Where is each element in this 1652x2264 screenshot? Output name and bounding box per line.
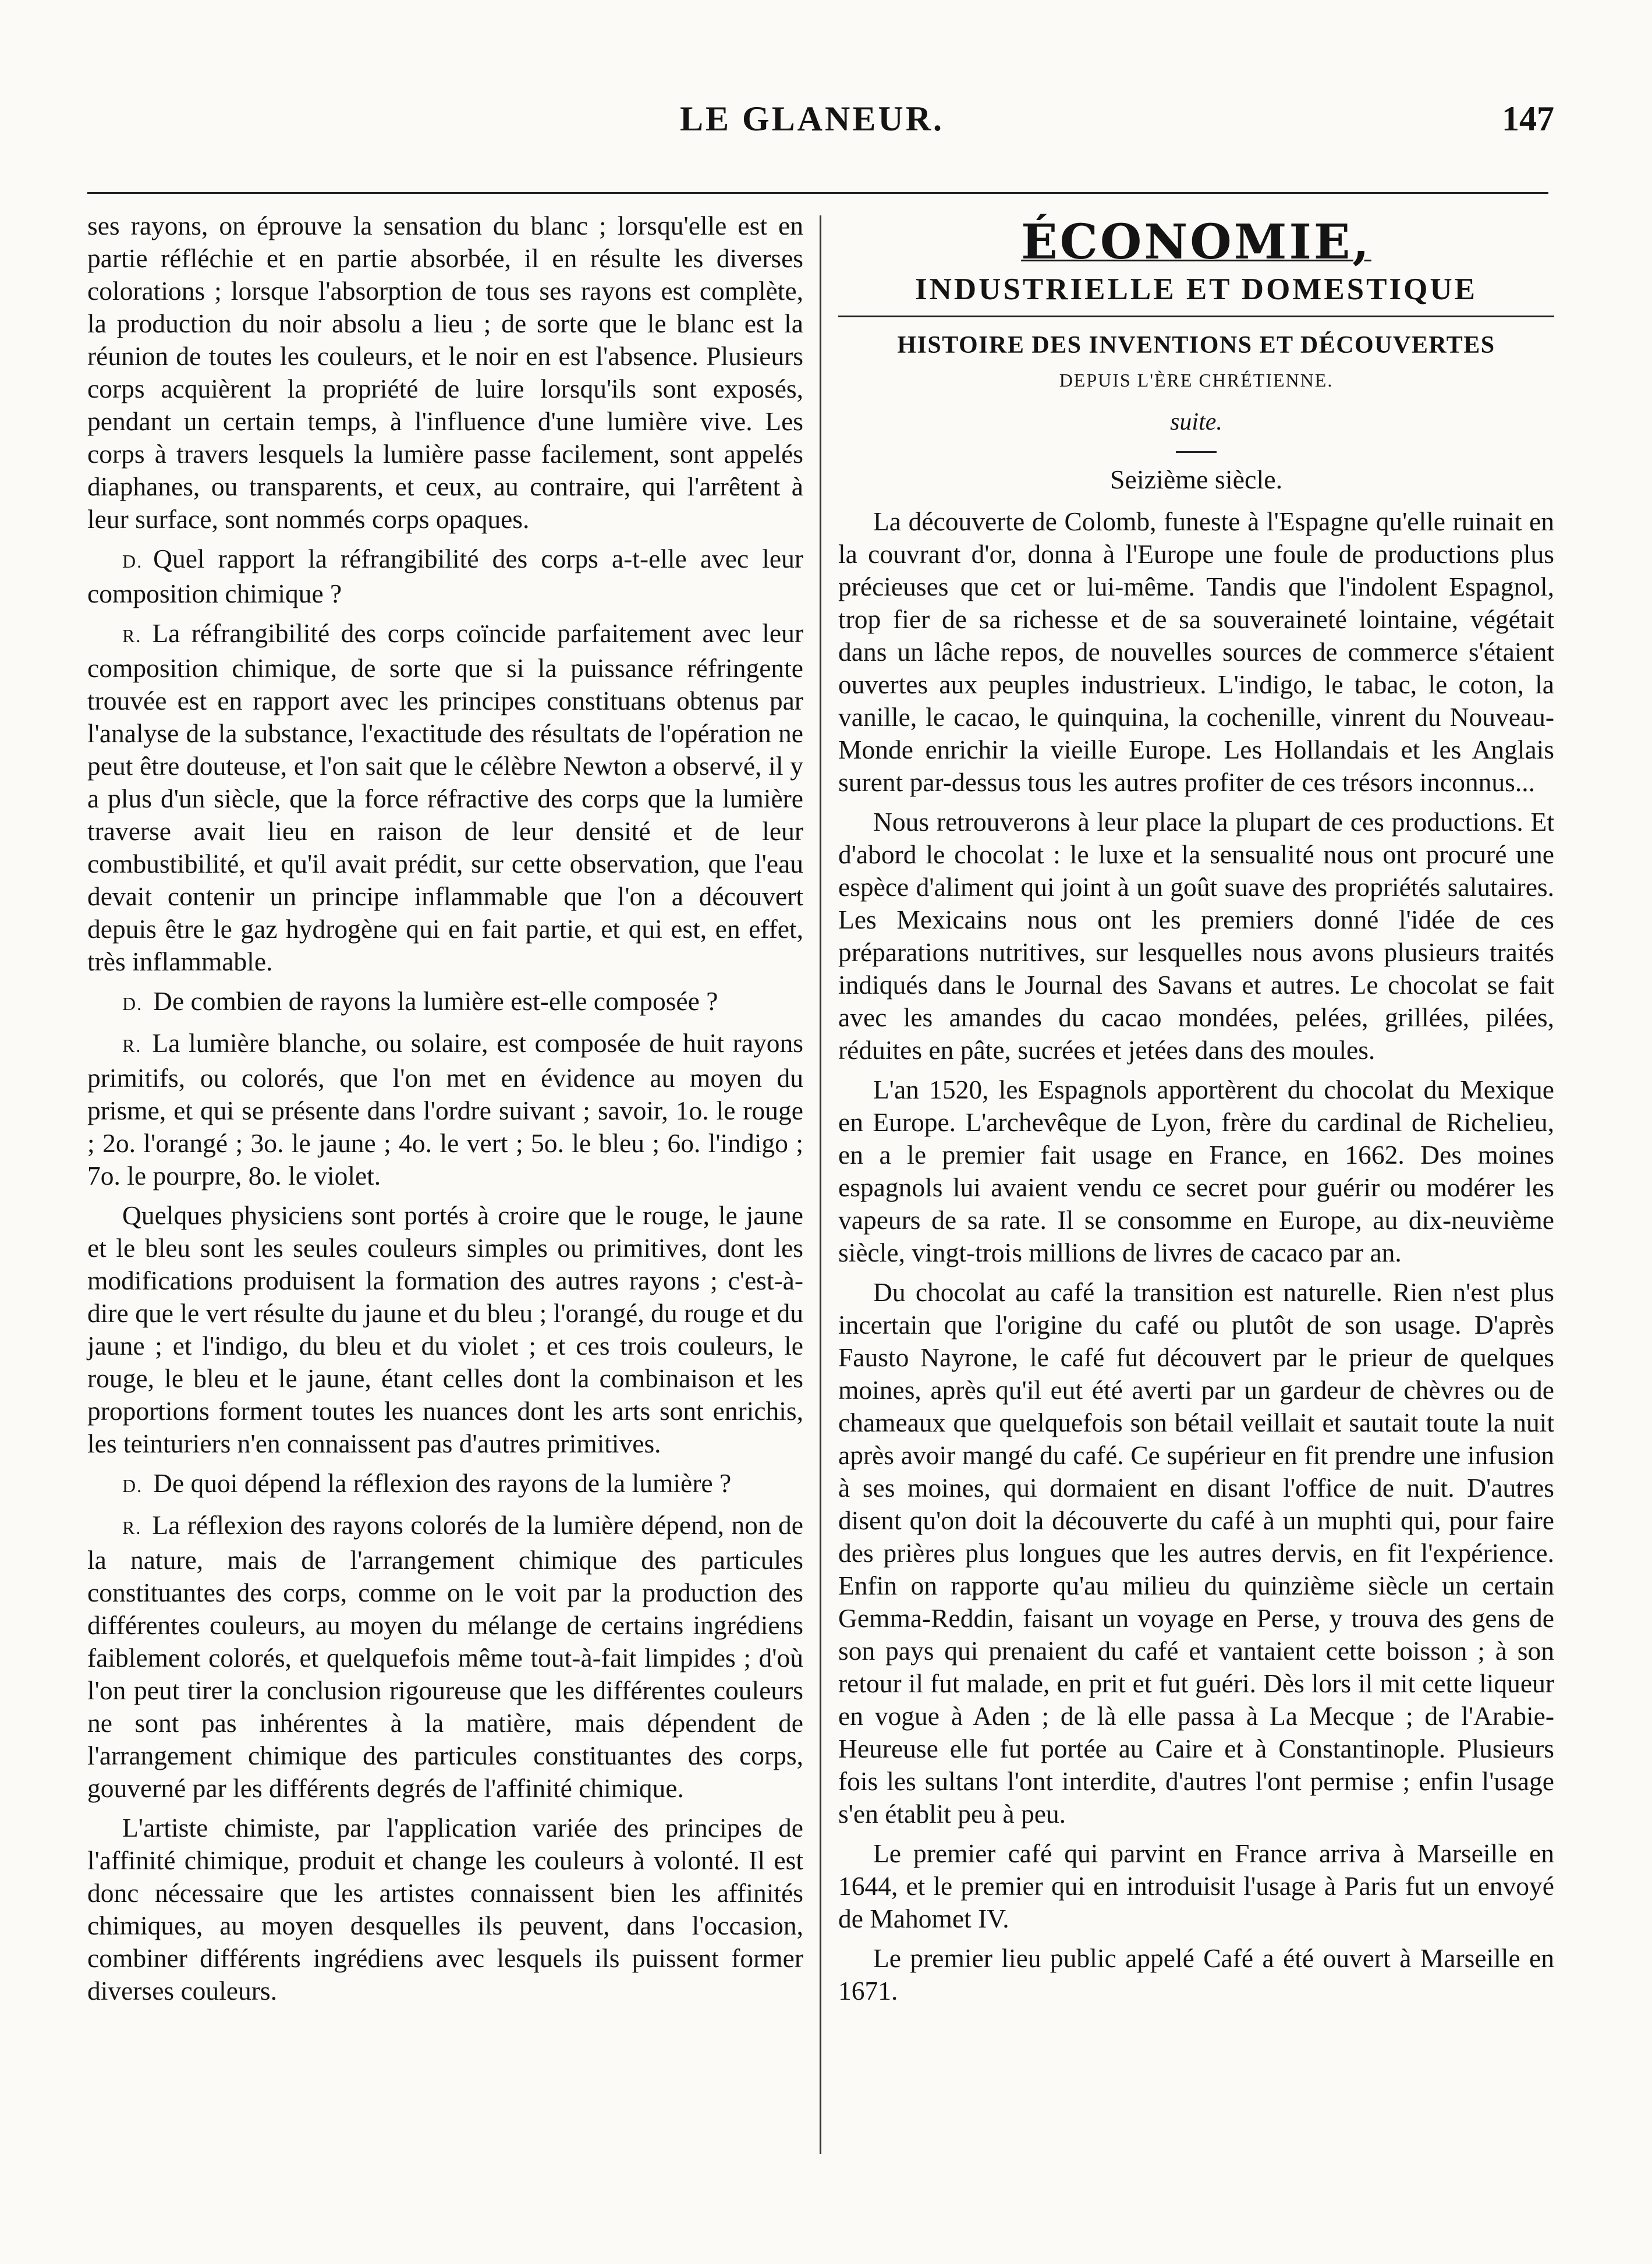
question — [87, 985, 803, 1020]
section-subtitle: INDUSTRIELLE ET DOMESTIQUE — [914, 272, 1477, 306]
journal-title: LE GLANEUR. — [679, 100, 945, 138]
answer-label: R. — [122, 625, 142, 646]
paragraph: La découverte de Colomb, funeste à l'Espagne qu'elle ruinait en la couvrant d'or, donna à l'Europe une foule de productions plus précieuses que cet or lui-même. Tandis que l'indolent Espagnol, trop fier de sa richesse et de sa souveraineté lointaine, végétait dans un lâche repos, de nouvelles sources de commerce s'étaient ouvertes aux peuples industrieux. L'indigo, le tabac, le coton, la vanille, le cacao, le quinquina, la cochenille, vinrent du Nouveau-Monde enrichir la vieille Europe. Les Hollandais et les Anglais surent par-dessus tous les autres profiter de ces trésors inconnus... — [838, 506, 1554, 797]
paragraph: L'artiste chimiste, par l'application variée des principes de l'affinité chimique, produit et change les couleurs à volonté. Il est donc nécessaire que les artistes connaissent bien les affinités chimiques, au moyen desquelles ils peuvent, dans l'occasion, combiner différents ingrédiens avec lesquels ils puissent former diverses couleurs. — [87, 1813, 803, 2006]
paragraph: Nous retrouverons à leur place la plupart de ces productions. Et d'abord le chocolat : le luxe et la sensualité nous ont procuré une espèce d'aliment qui joint à un goût suave des propriétés salutaires. Les Mexicains nous ont les premiers donné l'idée de ces préparations nutritives, sur lesquelles nous avons plusieurs traités indiqués dans le Journal des Savans et autres. Le chocolat se fait avec les amandes du cacao mondées, pelées, grillées, pilées, réduites en pâte, sucrées et jetées dans des moules. — [838, 807, 1554, 1065]
question-label: D. — [122, 551, 143, 572]
paragraph: Quelques physiciens sont portés à croire que le rouge, le jaune et le bleu sont les seules couleurs simples ou primitives, dont les modifications produisent la formation des autres rayons ; c'est-à-dire que le vert résulte du jaune et du bleu ; l'orangé, du rouge et du jaune ; et l'indigo, du bleu et du violet ; et ces trois couleurs, le rouge, le bleu et le jaune, étant celles dont la combinaison et les proportions forment toutes les nuances dont les arts sont enrichis, les teinturiers n'en connaissent pas d'autres primitives. — [87, 1200, 803, 1458]
dash-rule — [1176, 451, 1217, 453]
question-label: D. — [122, 1475, 143, 1496]
left-column — [87, 210, 803, 2014]
right-column — [838, 210, 1554, 2014]
paragraph: Le premier café qui parvint en France arriva à Marseille en 1644, et le premier qui en introduisit l'usage à Paris fut un envoyé de Mahomet IV. — [838, 1838, 1554, 1933]
answer — [87, 617, 803, 978]
question — [87, 1467, 803, 1502]
paragraph: ses rayons, on éprouve la sensation du blanc ; lorsqu'elle est en partie réfléchie et en partie absorbée, il en résulte les diverses colorations ; lorsque l'absorption de tous ses rayons est complète, la production du noir absolu a lieu ; de sorte que le blanc est la réunion de toutes les couleurs, et le noir en est l'absence. Plusieurs corps acquièrent la propriété de luire lorsqu'ils sont exposés, pendant un certain temps, à l'influence d'une lumière vive. Les corps à travers lesquels la lumière passe facilement, sont appelés diaphanes, ou transparents, et ceux, au contraire, qui l'arrêtent à leur surface, sont nommés corps opaques. — [87, 211, 803, 534]
suite-label: suite. — [1170, 409, 1222, 435]
history-title: HISTOIRE DES INVENTIONS ET DÉCOUVERTES — [897, 332, 1495, 359]
question-label: D. — [122, 993, 143, 1014]
header-rule — [87, 192, 1548, 194]
history-subtitle: DEPUIS L'ÈRE CHRÉTIENNE. — [1059, 370, 1334, 391]
running-head — [0, 99, 1652, 151]
answer-label: R. — [122, 1517, 142, 1538]
century-heading: Seizième siècle. — [1109, 465, 1283, 494]
paragraph: Le premier lieu public appelé Café a été ouvert à Marseille en 1671. — [838, 1943, 1554, 2006]
page-number: 147 — [1502, 100, 1554, 138]
question-text: Quel rapport la réfrangibilité des corps a-t-elle avec leur composition chimique ? — [87, 544, 803, 608]
answer-text: La réflexion des rayons colorés de la lumière dépend, non de la nature, mais de l'arrangement chimique des particules constituantes des corps, comme on le voit par la production des différentes couleurs, au moyen du mélange de certains ingrédiens faiblement colorés, et quelquefois même tout-à-fait limpides ; d'où l'on peut tirer la conclusion rigoureuse que les différentes couleurs ne sont pas inhérentes à la matière, mais dépendent de l'arrangement chimique des particules constituantes des corps, gouverné par les différents degrés de l'affinité chimique. — [87, 1510, 803, 1803]
paragraph: L'an 1520, les Espagnols apportèrent du chocolat du Mexique en Europe. L'archevêque de Lyon, frère du cardinal de Richelieu, en a le premier fait usage en France, en 1662. Des moines espagnols lui avaient vendu ce secret pour guérir ou modérer les vapeurs de sa rate. Il se consomme en Europe, au dix-neuvième siècle, vingt-trois millions de livres de cacaco par an. — [838, 1075, 1554, 1267]
section-rule — [838, 316, 1554, 317]
answer — [87, 1027, 803, 1192]
question-text: De quoi dépend la réflexion des rayons de la lumière ? — [153, 1468, 732, 1498]
question — [87, 543, 803, 610]
column-divider — [820, 215, 821, 2154]
answer-label: R. — [122, 1035, 142, 1056]
answer-text: La réfrangibilité des corps coïncide parfaitement avec leur composition chimique, de sorte que si la puissance réfringente trouvée est en rapport avec les principes constituans obtenus par l'analyse de la substance, l'exactitude des résultats de l'opération ne peut être douteuse, et l'on sait que le célèbre Newton a observé, il y a plus d'un siècle, que la force réfractive des corps que la lumière traverse avait lieu en raison de leur densité et de leur combustibilité, et qu'il avait prédit, sur cette observation, que l'eau devait contenir un principe inflammable que l'on a découvert depuis être le gaz hydrogène qui en fait partie, et qui est, en effet, très inflammable. — [87, 618, 803, 976]
question-text: De combien de rayons la lumière est-elle composée ? — [153, 986, 718, 1016]
answer-text: La lumière blanche, ou solaire, est composée de huit rayons primitifs, ou colorés, que l'on met en évidence au moyen du prisme, et qui se présente dans l'ordre suivant ; savoir, 1o. le rouge ; 2o. l'orangé ; 3o. le jaune ; 4o. le vert ; 5o. le bleu ; 6o. l'indigo ; 7o. le pourpre, 8o. le violet. — [87, 1028, 803, 1191]
paragraph: Du chocolat au café la transition est naturelle. Rien n'est plus incertain que l'origine du café ou plutôt de son usage. D'après Fausto Nayrone, le café fut découvert par le prieur de quelques moines, après qu'il eut été averti par un gardeur de chèvres ou de chameaux que quelquefois son bétail veillait et sautait toute la nuit après avoir mangé du café. Ce supérieur en fit prendre une infusion à ses moines, qui dormaient en disant l'office de nuit. D'autres disent qu'on doit la découverte du café à un muphti qui, pour faire des prières plus longues que les autres dervis, en fit l'expérience. Enfin on rapporte qu'au milieu du quinzième siècle un certain Gemma-Reddin, faisant un voyage en Perse, y trouva des gens de son pays qui prenaient du café et vantaient cette boisson ; à son retour il fut malade, en prit et fut guéri. Dès lors il mit cette liqueur en vogue à Aden ; de là elle passa à La Mecque ; de l'Arabie-Heureuse elle fut portée au Caire et à Constantinople. Plusieurs fois les sultans l'ont interdite, d'autres l'ont permise ; enfin l'usage s'en établit peu à peu. — [838, 1277, 1554, 1829]
answer — [87, 1509, 803, 1805]
section-title: ÉCONOMIE, — [1021, 214, 1371, 270]
